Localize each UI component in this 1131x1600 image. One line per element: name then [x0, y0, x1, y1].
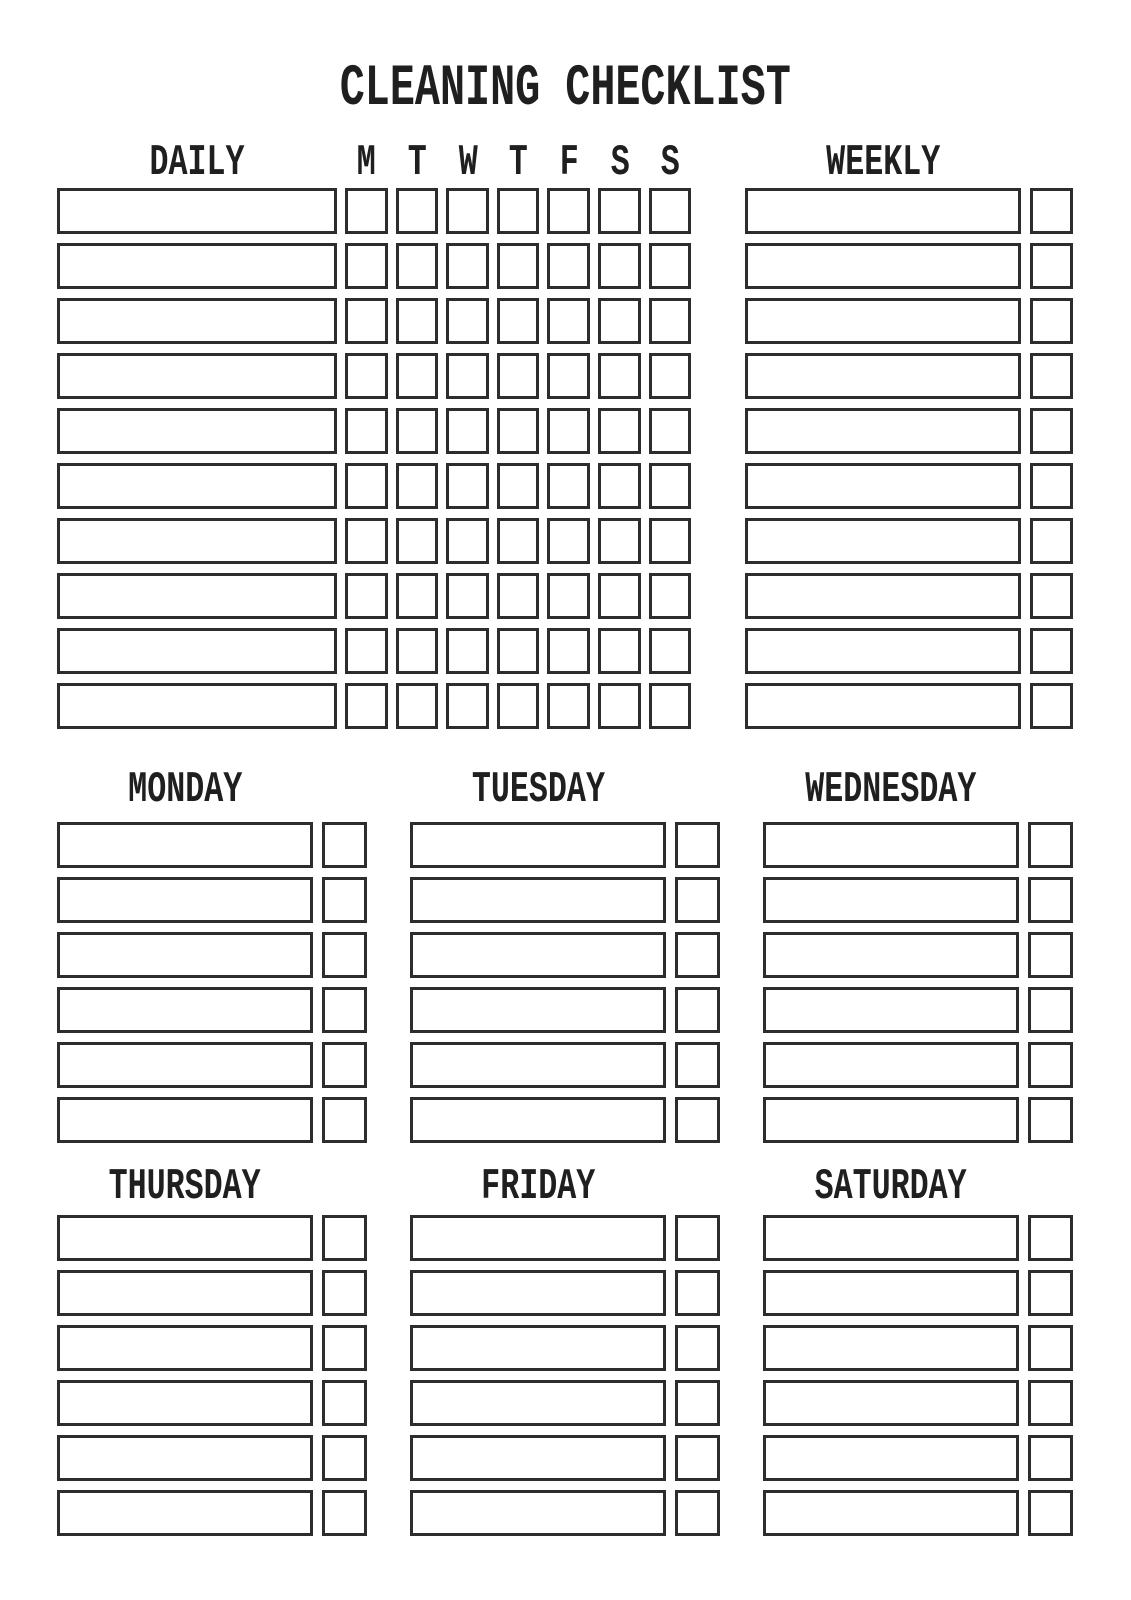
day-initial-friday: F — [559, 138, 579, 188]
daily-task-row — [57, 243, 691, 289]
wednesday-task-field[interactable] — [763, 932, 1019, 978]
daily-day-checkbox[interactable] — [497, 243, 540, 289]
wednesday-task-row — [763, 987, 1073, 1033]
daily-day-checkbox[interactable] — [497, 518, 540, 564]
tuesday-checkbox[interactable] — [675, 822, 720, 868]
daily-day-checkbox[interactable] — [598, 408, 641, 454]
daily-day-checkbox[interactable] — [598, 518, 641, 564]
tuesday-task-row — [410, 1097, 720, 1143]
monday-task-field[interactable] — [57, 1042, 313, 1088]
daily-day-checkbox[interactable] — [345, 573, 388, 619]
friday-section-label: FRIDAY — [480, 1162, 596, 1212]
thursday-task-field[interactable] — [57, 1435, 313, 1481]
monday-task-field[interactable] — [57, 932, 313, 978]
daily-task-field[interactable] — [57, 518, 337, 564]
daily-task-row — [57, 298, 691, 344]
day-initial-wednesday: W — [458, 138, 478, 188]
friday-checkbox[interactable] — [675, 1435, 720, 1481]
thursday-task-row — [57, 1380, 367, 1426]
saturday-task-field[interactable] — [763, 1435, 1019, 1481]
daily-day-checkbox[interactable] — [649, 463, 692, 509]
tuesday-checkbox[interactable] — [675, 877, 720, 923]
daily-day-checkbox[interactable] — [345, 353, 388, 399]
daily-day-checkbox[interactable] — [598, 243, 641, 289]
daily-day-checkbox[interactable] — [345, 463, 388, 509]
thursday-task-row — [57, 1325, 367, 1371]
saturday-task-row — [763, 1490, 1073, 1536]
weekly-section-label: WEEKLY — [825, 138, 941, 188]
daily-task-row — [57, 408, 691, 454]
friday-task-field[interactable] — [410, 1325, 666, 1371]
daily-day-checkbox[interactable] — [396, 518, 439, 564]
thursday-task-row — [57, 1490, 367, 1536]
saturday-task-field[interactable] — [763, 1380, 1019, 1426]
monday-task-list — [57, 822, 367, 1152]
daily-day-checkbox[interactable] — [396, 683, 439, 729]
weekly-task-row — [745, 408, 1073, 454]
monday-task-field[interactable] — [57, 822, 313, 868]
daily-day-checkbox[interactable] — [649, 683, 692, 729]
wednesday-checkbox[interactable] — [1028, 877, 1073, 923]
daily-day-checkbox[interactable] — [345, 518, 388, 564]
weekly-task-field[interactable] — [745, 353, 1021, 399]
daily-day-checkbox[interactable] — [649, 243, 692, 289]
saturday-task-row — [763, 1325, 1073, 1371]
weekly-checkbox[interactable] — [1030, 298, 1073, 344]
weekly-task-field[interactable] — [745, 408, 1021, 454]
weekly-checkbox[interactable] — [1030, 353, 1073, 399]
daily-task-row — [57, 683, 691, 729]
tuesday-checkbox[interactable] — [675, 932, 720, 978]
tuesday-task-field[interactable] — [410, 932, 666, 978]
friday-checkbox[interactable] — [675, 1490, 720, 1536]
daily-day-checkbox[interactable] — [396, 188, 439, 234]
saturday-task-field[interactable] — [763, 1490, 1019, 1536]
daily-day-checkbox[interactable] — [649, 353, 692, 399]
thursday-checkbox[interactable] — [322, 1270, 367, 1316]
thursday-task-field[interactable] — [57, 1270, 313, 1316]
saturday-task-field[interactable] — [763, 1325, 1019, 1371]
monday-task-row — [57, 1097, 367, 1143]
saturday-checkbox[interactable] — [1028, 1325, 1073, 1371]
day-initial-monday: M — [356, 138, 377, 188]
weekly-checkbox[interactable] — [1030, 188, 1073, 234]
daily-task-field[interactable] — [57, 628, 337, 674]
wednesday-task-list — [763, 822, 1073, 1152]
daily-checkbox-group — [345, 628, 691, 674]
wednesday-task-row — [763, 1042, 1073, 1088]
daily-checkbox-group — [345, 683, 691, 729]
monday-task-field[interactable] — [57, 987, 313, 1033]
tuesday-task-field[interactable] — [410, 877, 666, 923]
daily-day-checkbox[interactable] — [396, 298, 439, 344]
weekly-task-row — [745, 573, 1073, 619]
daily-day-checkbox[interactable] — [547, 463, 590, 509]
daily-task-list — [57, 188, 691, 738]
weekly-checkbox[interactable] — [1030, 518, 1073, 564]
weekly-task-row — [745, 683, 1073, 729]
daily-day-checkbox[interactable] — [547, 243, 590, 289]
saturday-checkbox[interactable] — [1028, 1435, 1073, 1481]
daily-checkbox-group — [345, 573, 691, 619]
daily-day-checkbox[interactable] — [345, 243, 388, 289]
weekly-checkbox[interactable] — [1030, 573, 1073, 619]
thursday-task-row — [57, 1270, 367, 1316]
wednesday-checkbox[interactable] — [1028, 1097, 1073, 1143]
daily-day-checkbox[interactable] — [547, 188, 590, 234]
weekly-task-field[interactable] — [745, 463, 1021, 509]
tuesday-task-field[interactable] — [410, 1042, 666, 1088]
saturday-task-row — [763, 1435, 1073, 1481]
daily-day-checkbox[interactable] — [649, 408, 692, 454]
daily-section-label: DAILY — [149, 138, 245, 188]
saturday-task-row — [763, 1215, 1073, 1261]
tuesday-task-row — [410, 932, 720, 978]
monday-checkbox[interactable] — [322, 987, 367, 1033]
daily-day-checkbox[interactable] — [446, 463, 489, 509]
wednesday-checkbox[interactable] — [1028, 932, 1073, 978]
tuesday-task-field[interactable] — [410, 987, 666, 1033]
day-initial-thursday: T — [508, 138, 528, 188]
friday-checkbox[interactable] — [675, 1270, 720, 1316]
daily-day-checkbox[interactable] — [598, 628, 641, 674]
tuesday-checkbox[interactable] — [675, 1097, 720, 1143]
daily-task-row — [57, 188, 691, 234]
daily-day-checkbox[interactable] — [598, 353, 641, 399]
monday-checkbox[interactable] — [322, 1042, 367, 1088]
weekly-checkbox[interactable] — [1030, 463, 1073, 509]
day-initial-sunday: S — [660, 138, 680, 188]
saturday-task-field[interactable] — [763, 1215, 1019, 1261]
tuesday-task-list — [410, 822, 720, 1152]
daily-day-checkbox[interactable] — [649, 628, 692, 674]
weekly-task-row — [745, 298, 1073, 344]
thursday-checkbox[interactable] — [322, 1325, 367, 1371]
daily-day-checkbox[interactable] — [446, 353, 489, 399]
wednesday-task-field[interactable] — [763, 822, 1019, 868]
daily-day-checkbox[interactable] — [649, 573, 692, 619]
friday-checkbox[interactable] — [675, 1215, 720, 1261]
monday-checkbox[interactable] — [322, 877, 367, 923]
daily-task-field[interactable] — [57, 188, 337, 234]
thursday-checkbox[interactable] — [322, 1380, 367, 1426]
weekly-checkbox[interactable] — [1030, 628, 1073, 674]
monday-task-row — [57, 822, 367, 868]
friday-checkbox[interactable] — [675, 1380, 720, 1426]
daily-day-checkbox[interactable] — [396, 573, 439, 619]
thursday-task-row — [57, 1435, 367, 1481]
thursday-checkbox[interactable] — [322, 1490, 367, 1536]
daily-day-checkbox[interactable] — [446, 683, 489, 729]
daily-checkbox-group — [345, 188, 691, 234]
wednesday-checkbox[interactable] — [1028, 1042, 1073, 1088]
monday-task-row — [57, 932, 367, 978]
weekly-task-field[interactable] — [745, 188, 1021, 234]
monday-task-row — [57, 1042, 367, 1088]
monday-task-field[interactable] — [57, 1097, 313, 1143]
tuesday-task-row — [410, 822, 720, 868]
weekly-checkbox[interactable] — [1030, 408, 1073, 454]
thursday-section-label: THURSDAY — [108, 1162, 262, 1212]
daily-day-checkbox[interactable] — [497, 188, 540, 234]
daily-checkbox-group — [345, 518, 691, 564]
thursday-task-list — [57, 1215, 367, 1545]
wednesday-task-field[interactable] — [763, 877, 1019, 923]
tuesday-checkbox[interactable] — [675, 1042, 720, 1088]
daily-day-checkbox[interactable] — [598, 463, 641, 509]
weekly-task-row — [745, 463, 1073, 509]
daily-day-checkbox[interactable] — [649, 188, 692, 234]
daily-day-checkbox[interactable] — [446, 518, 489, 564]
daily-day-checkbox[interactable] — [446, 628, 489, 674]
monday-checkbox[interactable] — [322, 1097, 367, 1143]
saturday-task-field[interactable] — [763, 1270, 1019, 1316]
monday-task-row — [57, 877, 367, 923]
daily-task-row — [57, 628, 691, 674]
thursday-task-field[interactable] — [57, 1325, 313, 1371]
daily-day-checkbox[interactable] — [497, 408, 540, 454]
daily-task-field[interactable] — [57, 463, 337, 509]
friday-task-row — [410, 1435, 720, 1481]
daily-day-checkbox[interactable] — [497, 463, 540, 509]
thursday-task-field[interactable] — [57, 1380, 313, 1426]
daily-checkbox-group — [345, 243, 691, 289]
saturday-task-row — [763, 1380, 1073, 1426]
daily-day-checkbox[interactable] — [547, 573, 590, 619]
thursday-checkbox[interactable] — [322, 1215, 367, 1261]
day-initial-tuesday: T — [407, 138, 427, 188]
thursday-checkbox[interactable] — [322, 1435, 367, 1481]
saturday-checkbox[interactable] — [1028, 1270, 1073, 1316]
daily-day-checkbox[interactable] — [497, 683, 540, 729]
weekly-task-row — [745, 353, 1073, 399]
tuesday-section-label: TUESDAY — [471, 765, 605, 815]
daily-day-checkbox[interactable] — [396, 243, 439, 289]
friday-task-field[interactable] — [410, 1435, 666, 1481]
friday-task-field[interactable] — [410, 1270, 666, 1316]
daily-day-checkbox[interactable] — [547, 683, 590, 729]
daily-day-checkbox[interactable] — [547, 628, 590, 674]
daily-task-row — [57, 518, 691, 564]
friday-task-list — [410, 1215, 720, 1545]
tuesday-task-row — [410, 987, 720, 1033]
daily-day-checkbox[interactable] — [345, 188, 388, 234]
thursday-task-field[interactable] — [57, 1490, 313, 1536]
weekly-task-list — [745, 188, 1073, 738]
daily-day-checkbox[interactable] — [345, 298, 388, 344]
weekly-task-field[interactable] — [745, 518, 1021, 564]
daily-checkbox-group — [345, 463, 691, 509]
weekly-task-row — [745, 243, 1073, 289]
daily-day-checkbox[interactable] — [497, 298, 540, 344]
daily-task-field[interactable] — [57, 408, 337, 454]
weekly-task-row — [745, 518, 1073, 564]
tuesday-task-field[interactable] — [410, 1097, 666, 1143]
saturday-checkbox[interactable] — [1028, 1380, 1073, 1426]
tuesday-checkbox[interactable] — [675, 987, 720, 1033]
daily-checkbox-group — [345, 298, 691, 344]
day-initials-row — [345, 138, 692, 188]
daily-day-checkbox[interactable] — [598, 188, 641, 234]
wednesday-task-row — [763, 1097, 1073, 1143]
monday-checkbox[interactable] — [322, 932, 367, 978]
thursday-task-row — [57, 1215, 367, 1261]
monday-task-row — [57, 987, 367, 1033]
day-initial-saturday: S — [610, 138, 630, 188]
tuesday-task-row — [410, 1042, 720, 1088]
saturday-checkbox[interactable] — [1028, 1215, 1073, 1261]
daily-task-row — [57, 463, 691, 509]
wednesday-task-field[interactable] — [763, 1097, 1019, 1143]
daily-day-checkbox[interactable] — [547, 298, 590, 344]
friday-task-field[interactable] — [410, 1380, 666, 1426]
saturday-checkbox[interactable] — [1028, 1490, 1073, 1536]
daily-day-checkbox[interactable] — [598, 573, 641, 619]
friday-task-row — [410, 1215, 720, 1261]
daily-day-checkbox[interactable] — [547, 408, 590, 454]
wednesday-task-row — [763, 932, 1073, 978]
daily-task-row — [57, 353, 691, 399]
saturday-section-label: SATURDAY — [814, 1162, 968, 1212]
wednesday-section-label: WEDNESDAY — [805, 765, 977, 815]
weekly-task-field[interactable] — [745, 243, 1021, 289]
daily-day-checkbox[interactable] — [396, 628, 439, 674]
daily-day-checkbox[interactable] — [345, 683, 388, 729]
wednesday-checkbox[interactable] — [1028, 822, 1073, 868]
daily-day-checkbox[interactable] — [598, 298, 641, 344]
friday-task-row — [410, 1380, 720, 1426]
weekly-task-field[interactable] — [745, 628, 1021, 674]
daily-checkbox-group — [345, 353, 691, 399]
daily-day-checkbox[interactable] — [446, 298, 489, 344]
friday-task-row — [410, 1325, 720, 1371]
daily-day-checkbox[interactable] — [547, 353, 590, 399]
daily-day-checkbox[interactable] — [547, 518, 590, 564]
daily-day-checkbox[interactable] — [446, 243, 489, 289]
daily-checkbox-group — [345, 408, 691, 454]
thursday-task-field[interactable] — [57, 1215, 313, 1261]
daily-task-row — [57, 573, 691, 619]
monday-checkbox[interactable] — [322, 822, 367, 868]
daily-day-checkbox[interactable] — [649, 298, 692, 344]
friday-task-row — [410, 1490, 720, 1536]
weekly-task-row — [745, 628, 1073, 674]
weekly-task-field[interactable] — [745, 573, 1021, 619]
friday-task-row — [410, 1270, 720, 1316]
daily-task-field[interactable] — [57, 243, 337, 289]
daily-day-checkbox[interactable] — [446, 573, 489, 619]
daily-day-checkbox[interactable] — [345, 408, 388, 454]
weekly-task-field[interactable] — [745, 683, 1021, 729]
friday-checkbox[interactable] — [675, 1325, 720, 1371]
daily-day-checkbox[interactable] — [497, 353, 540, 399]
monday-section-label: MONDAY — [127, 765, 243, 815]
wednesday-checkbox[interactable] — [1028, 987, 1073, 1033]
daily-day-checkbox[interactable] — [497, 573, 540, 619]
wednesday-task-field[interactable] — [763, 987, 1019, 1033]
page-title: CLEANING CHECKLIST — [339, 57, 792, 122]
daily-day-checkbox[interactable] — [396, 408, 439, 454]
saturday-task-row — [763, 1270, 1073, 1316]
tuesday-task-row — [410, 877, 720, 923]
wednesday-task-row — [763, 877, 1073, 923]
daily-task-field[interactable] — [57, 353, 337, 399]
wednesday-task-field[interactable] — [763, 1042, 1019, 1088]
daily-task-field[interactable] — [57, 573, 337, 619]
daily-day-checkbox[interactable] — [396, 463, 439, 509]
daily-day-checkbox[interactable] — [446, 188, 489, 234]
daily-day-checkbox[interactable] — [345, 628, 388, 674]
tuesday-task-field[interactable] — [410, 822, 666, 868]
daily-day-checkbox[interactable] — [446, 408, 489, 454]
saturday-task-list — [763, 1215, 1073, 1545]
monday-task-field[interactable] — [57, 877, 313, 923]
daily-day-checkbox[interactable] — [497, 628, 540, 674]
wednesday-task-row — [763, 822, 1073, 868]
daily-task-field[interactable] — [57, 683, 337, 729]
daily-day-checkbox[interactable] — [396, 353, 439, 399]
weekly-task-field[interactable] — [745, 298, 1021, 344]
friday-task-field[interactable] — [410, 1490, 666, 1536]
daily-task-field[interactable] — [57, 298, 337, 344]
weekly-checkbox[interactable] — [1030, 243, 1073, 289]
daily-day-checkbox[interactable] — [598, 683, 641, 729]
friday-task-field[interactable] — [410, 1215, 666, 1261]
weekly-checkbox[interactable] — [1030, 683, 1073, 729]
daily-day-checkbox[interactable] — [649, 518, 692, 564]
weekly-task-row — [745, 188, 1073, 234]
